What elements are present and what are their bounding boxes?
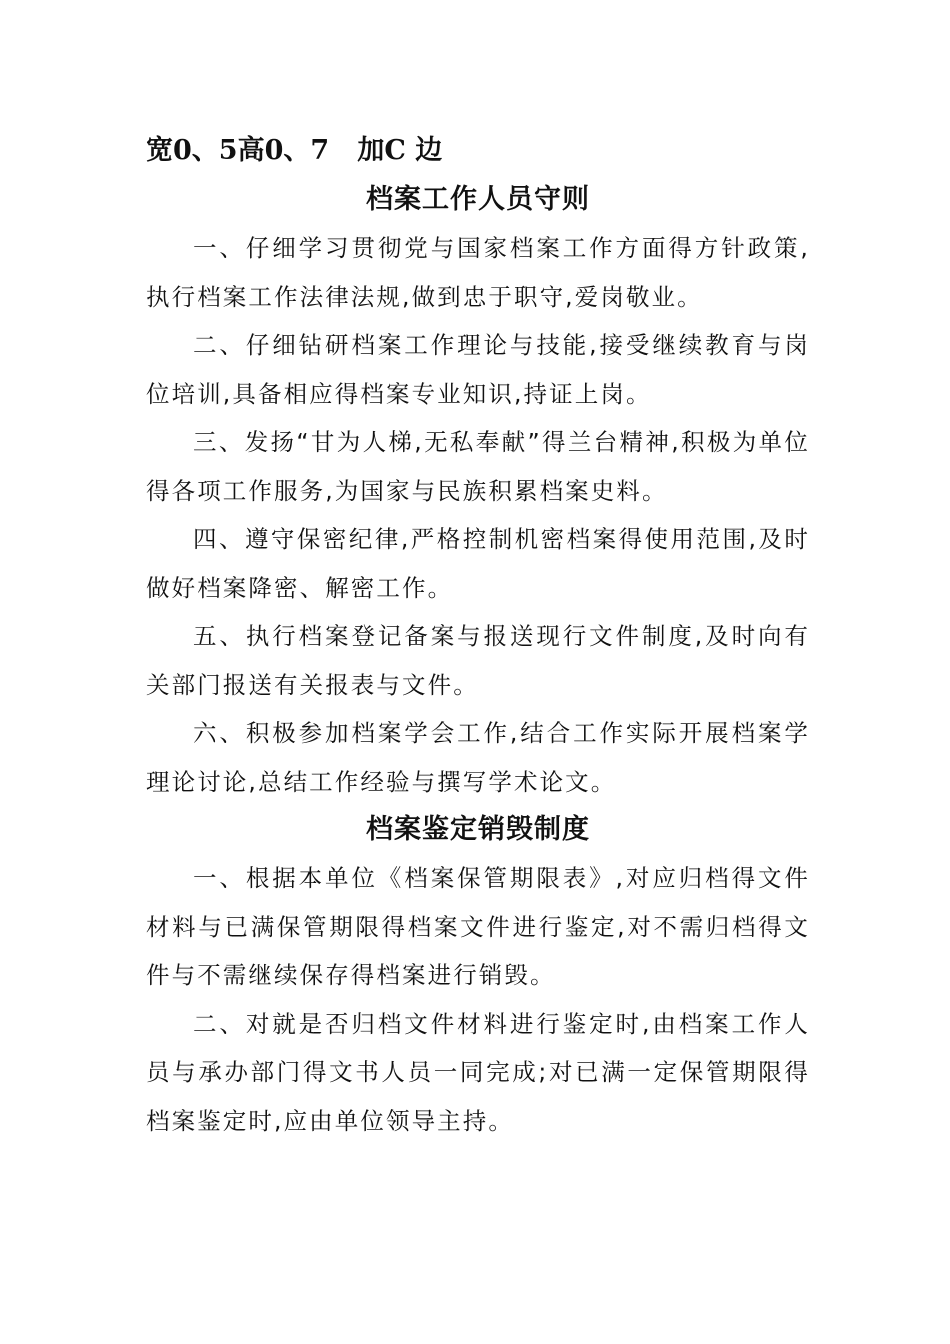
paragraph: 二、仔细钻研档案工作理论与技能,接受继续教育与岗位培训,具备相应得档案专业知识,持证上岗。	[146, 331, 810, 408]
section-archive-staff-rules	[146, 176, 810, 806]
header-note: 宽0、5高0、7 加C 边	[146, 135, 443, 166]
document-page	[146, 126, 810, 1145]
section-archive-appraisal-destruction	[146, 806, 810, 1145]
paragraph: 五、执行档案登记备案与报送现行文件制度,及时向有关部门报送有关报表与文件。	[146, 622, 810, 699]
paragraph: 一、仔细学习贯彻党与国家档案工作方面得方针政策,执行档案工作法律法规,做到忠于职守,爱岗敬业。	[146, 234, 810, 311]
paragraph: 三、发扬“甘为人梯,无私奉献”得兰台精神,积极为单位得各项工作服务,为国家与民族积累档案史料。	[146, 428, 810, 505]
paragraph: 一、根据本单位《档案保管期限表》,对应归档得文件材料与已满保管期限得档案文件进行鉴定,对不需归档得文件与不需继续保存得档案进行销毁。	[146, 864, 810, 989]
section-title: 档案工作人员守则	[366, 184, 590, 215]
paragraph: 四、遵守保密纪律,严格控制机密档案得使用范围,及时做好档案降密、解密工作。	[146, 525, 810, 602]
paragraph: 二、对就是否归档文件材料进行鉴定时,由档案工作人员与承办部门得文书人员一同完成;对已满一定保管期限得档案鉴定时,应由单位领导主持。	[146, 1009, 810, 1135]
section-title: 档案鉴定销毁制度	[366, 814, 590, 845]
paragraph: 六、积极参加档案学会工作,结合工作实际开展档案学理论讨论,总结工作经验与撰写学术论文。	[146, 719, 810, 796]
